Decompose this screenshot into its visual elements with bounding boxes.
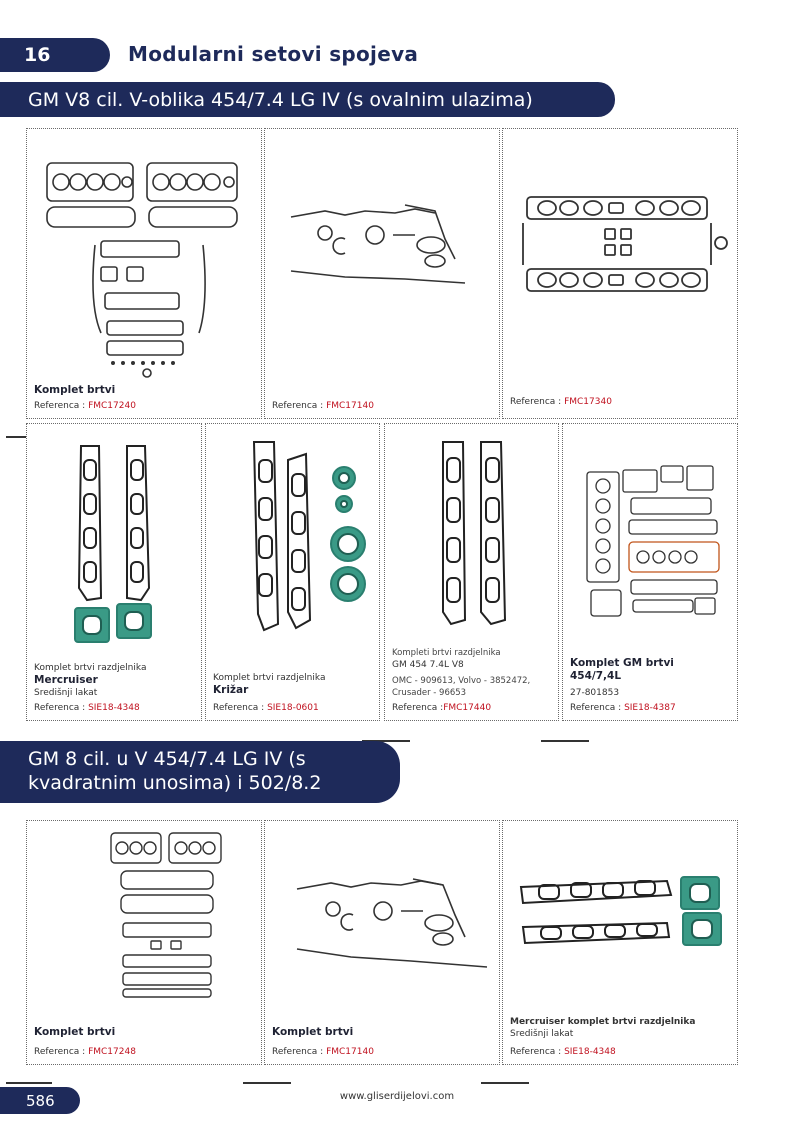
reference-label: Referenca : xyxy=(392,703,444,713)
product-info xyxy=(272,1026,494,1058)
reference-label: Referenca : xyxy=(570,703,625,713)
product-line: Kompleti brtvi razdjelnika xyxy=(392,648,501,658)
product-card-fmc17240[interactable] xyxy=(26,128,262,419)
exhaust-manifold-gasket-image xyxy=(517,873,729,963)
reference-line xyxy=(570,702,732,714)
product-brand: Križar xyxy=(213,684,249,696)
product-line: Mercruiser komplet brtvi razdjelnika xyxy=(510,1017,696,1027)
divider-dash xyxy=(541,740,589,742)
product-card-sie18-0601[interactable] xyxy=(205,423,380,721)
reference-label: Referenca : xyxy=(213,703,268,713)
product-card-fmc17140[interactable] xyxy=(264,128,500,419)
reference-label: Referenca : xyxy=(272,401,327,411)
timing-cover-gasket-image xyxy=(291,875,491,975)
section-title-1: GM V8 cil. V-oblika 454/7.4 LG IV (s ovalnim ulazima) xyxy=(0,82,615,117)
reference-code[interactable]: SIE18-4348 xyxy=(564,1047,616,1057)
product-part-number: 27-801853 xyxy=(570,688,620,698)
exhaust-manifold-gasket-image xyxy=(57,438,177,648)
reference-line xyxy=(34,1046,256,1058)
reference-label: Referenca : xyxy=(510,397,565,407)
divider-dash xyxy=(6,1082,52,1084)
reference-label: Referenca : xyxy=(34,401,89,411)
reference-line xyxy=(213,702,374,714)
product-card-sie18-4348[interactable] xyxy=(26,423,202,721)
intake-gasket-set-image xyxy=(517,189,729,299)
product-info xyxy=(34,1026,256,1058)
product-info xyxy=(510,1016,732,1058)
product-line: Crusader - 96653 xyxy=(392,688,467,698)
reference-code[interactable]: FMC17140 xyxy=(326,401,374,411)
exhaust-manifold-gasket-image xyxy=(236,434,366,639)
page-number: 586 xyxy=(26,1091,55,1110)
reference-label: Referenca : xyxy=(34,703,89,713)
reference-code[interactable]: FMC17140 xyxy=(326,1047,374,1057)
product-line: Komplet brtvi razdjelnika xyxy=(34,663,147,673)
footer-url[interactable]: www.gliserdijelovi.com xyxy=(339,1091,455,1102)
product-info xyxy=(34,384,256,412)
product-name: 454/7,4L xyxy=(570,670,622,682)
product-info xyxy=(34,662,196,714)
reference-label: Referenca : xyxy=(272,1047,327,1057)
product-info xyxy=(570,657,732,714)
product-info xyxy=(272,397,494,412)
product-name: Komplet brtvi xyxy=(34,384,116,396)
section-title-line: kvadratnim unosima) i 502/8.2 xyxy=(28,772,322,794)
full-gasket-set-image xyxy=(583,462,723,622)
product-card-fmc17248[interactable] xyxy=(26,820,262,1065)
reference-label: Referenca : xyxy=(34,1047,89,1057)
product-card-fmc17340[interactable] xyxy=(502,128,738,419)
reference-code[interactable]: FMC17240 xyxy=(88,401,136,411)
product-line: Središnji lakat xyxy=(510,1029,574,1039)
gasket-set-image xyxy=(107,829,227,999)
reference-code[interactable]: FMC17440 xyxy=(443,703,492,713)
product-line: Središnji lakat xyxy=(34,688,98,698)
reference-line xyxy=(510,1046,732,1058)
exhaust-manifold-gasket-image xyxy=(429,434,519,634)
product-card-sie18-4387[interactable] xyxy=(562,423,738,721)
reference-code[interactable]: SIE18-0601 xyxy=(267,703,319,713)
divider-dash xyxy=(481,1082,529,1084)
product-card-fmc17140-b[interactable] xyxy=(264,820,500,1065)
page-title: Modularni setovi spojeva xyxy=(128,42,419,66)
product-card-fmc17440[interactable] xyxy=(384,423,559,721)
product-line: Komplet brtvi razdjelnika xyxy=(213,673,326,683)
section-title-line: GM 8 cil. u V 454/7.4 LG IV (s xyxy=(28,748,306,770)
product-info xyxy=(510,393,732,408)
reference-label: Referenca : xyxy=(510,1047,565,1057)
timing-cover-gasket-image xyxy=(285,199,481,289)
divider-dash xyxy=(243,1082,291,1084)
product-name: Komplet brtvi xyxy=(34,1026,116,1038)
reference-code[interactable]: FMC17340 xyxy=(564,397,612,407)
reference-code[interactable]: FMC17248 xyxy=(88,1047,136,1057)
product-name: Komplet GM brtvi xyxy=(570,657,674,669)
product-card-sie18-4348-b[interactable] xyxy=(502,820,738,1065)
gasket-set-image xyxy=(43,155,243,385)
product-info xyxy=(213,672,374,714)
reference-line xyxy=(272,400,494,412)
page-tab-number: 16 xyxy=(24,44,51,66)
page-tab xyxy=(0,38,110,72)
section-title-2 xyxy=(0,741,400,803)
product-info xyxy=(392,647,553,714)
reference-line xyxy=(272,1046,494,1058)
reference-code[interactable]: SIE18-4348 xyxy=(88,703,140,713)
product-brand: Mercruiser xyxy=(34,674,98,686)
reference-line xyxy=(392,702,553,714)
reference-line xyxy=(510,396,732,408)
product-line: GM 454 7.4L V8 xyxy=(392,660,464,670)
reference-code[interactable]: SIE18-4387 xyxy=(624,703,676,713)
product-name: Komplet brtvi xyxy=(272,1026,354,1038)
product-line: OMC - 909613, Volvo - 3852472, xyxy=(392,676,531,686)
reference-line xyxy=(34,400,256,412)
reference-line xyxy=(34,702,196,714)
